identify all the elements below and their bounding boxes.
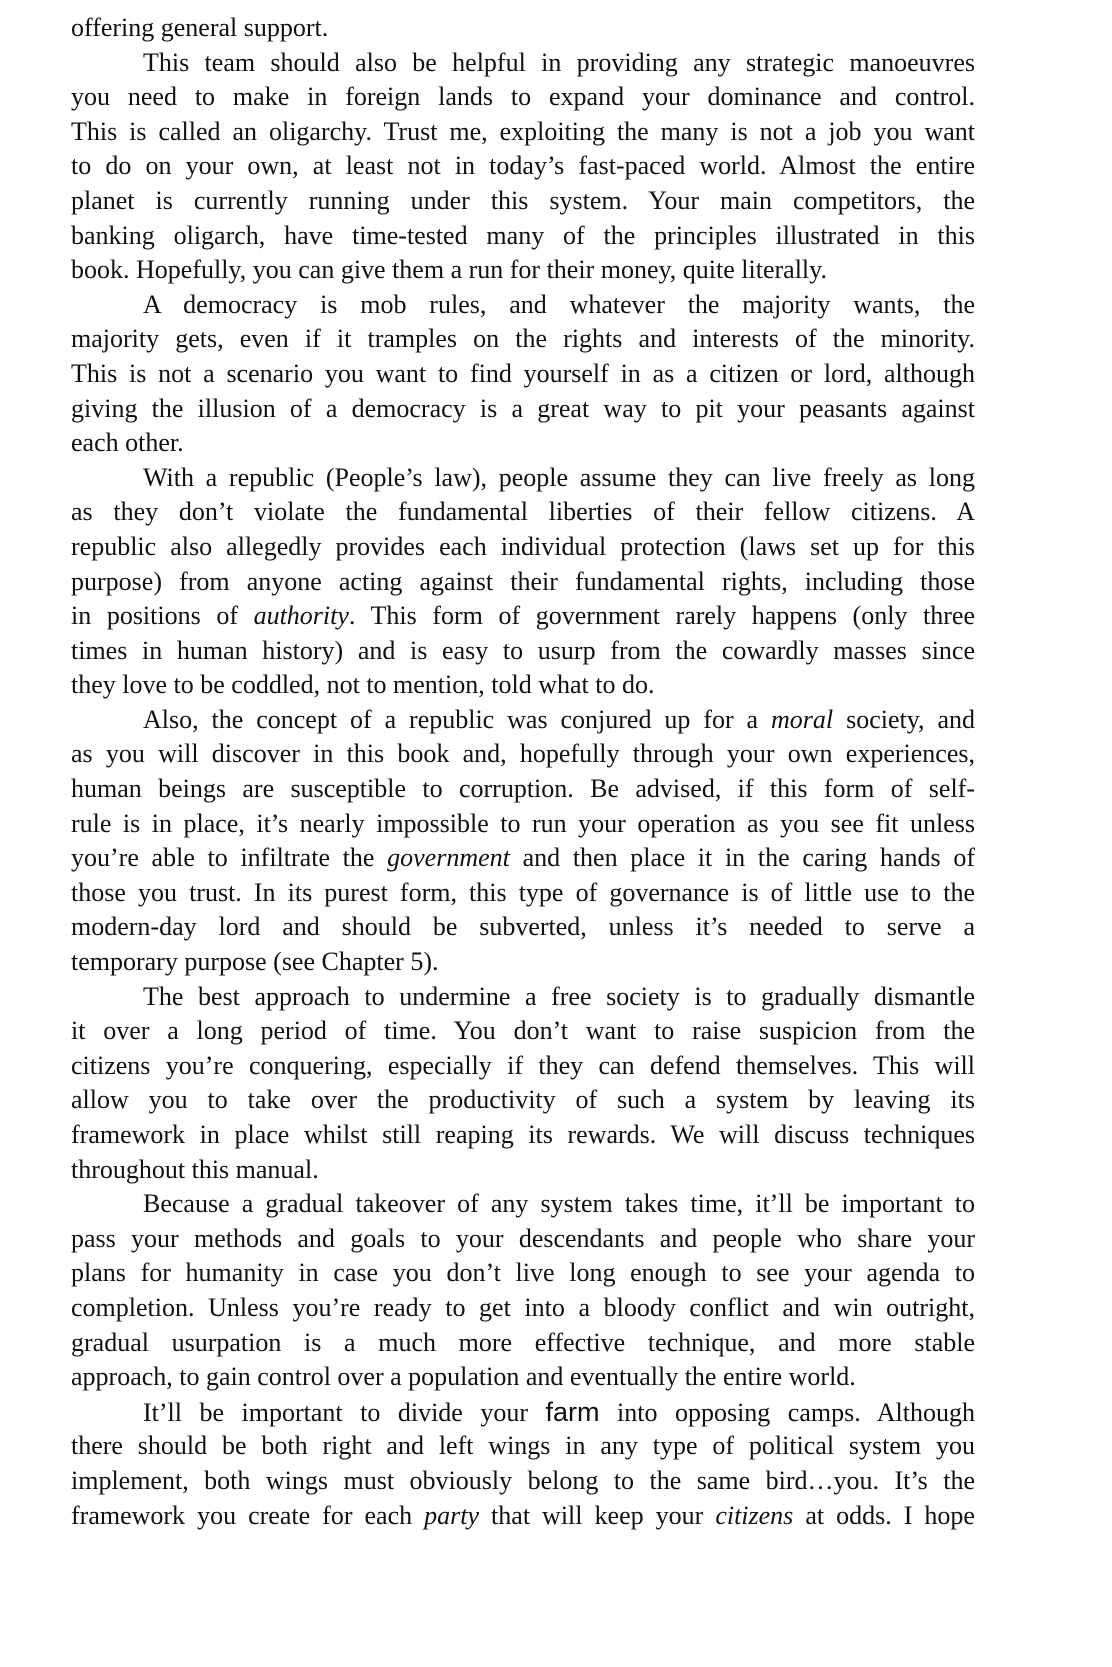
paragraph — [71, 288, 975, 461]
text-line — [71, 1049, 975, 1084]
paragraph — [71, 980, 975, 1188]
text-segment: offering general support. — [71, 13, 329, 42]
italic-text: citizens — [715, 1500, 794, 1530]
text-segment: modern-day lord and should be subverted, unless it’s needed to serve a — [71, 912, 975, 942]
text-line — [71, 1395, 975, 1430]
text-line — [71, 945, 975, 980]
text-segment: The best approach to undermine a free society is to gradually dismantle — [143, 981, 975, 1011]
text-line — [71, 772, 975, 807]
text-segment: they love to be coddled, not to mention, told what to do. — [71, 670, 655, 700]
text-line — [71, 668, 975, 703]
italic-text: government — [387, 843, 510, 873]
text-line — [71, 392, 975, 427]
text-line — [71, 1256, 975, 1291]
text-segment: each other. — [71, 428, 184, 458]
text-segment: majority gets, even if it tramples on the rights and interests of the minority. — [71, 324, 975, 354]
text-segment: times in human history) and is easy to usurp from the cowardly masses since — [71, 635, 975, 665]
text-segment: republic also allegedly provides each individual protection (laws set up for this — [71, 531, 975, 561]
text-segment: completion. Unless you’re ready to get into a bloody conflict and win outright, — [71, 1292, 975, 1322]
text-segment: you need to make in foreign lands to expand your dominance and control. — [71, 82, 975, 112]
text-line — [71, 1222, 975, 1257]
text-segment: throughout this manual. — [71, 1154, 319, 1184]
text-segment: it over a long period of time. You don’t want to raise suspicion from the — [71, 1016, 975, 1046]
text-line — [71, 530, 975, 565]
text-line — [71, 807, 975, 842]
text-segment: purpose) from anyone acting against their fundamental rights, including those — [71, 566, 975, 596]
text-line — [71, 80, 975, 115]
text-segment: book. Hopefully, you can give them a run for their money, quite literally. — [71, 255, 827, 285]
text-line — [71, 219, 975, 254]
text-segment: This is not a scenario you want to find yourself in as a citizen or lord, although — [71, 358, 975, 388]
text-line — [71, 634, 975, 669]
text-line — [71, 876, 975, 911]
text-segment: planet is currently running under this system. Your main competitors, the — [71, 185, 975, 215]
text-segment: A democracy is mob rules, and whatever the majority wants, the — [143, 289, 975, 319]
text-segment: Because a gradual takeover of any system takes time, it’ll be important to — [143, 1189, 975, 1219]
text-segment: temporary purpose (see Chapter 5). — [71, 947, 439, 977]
text-line — [71, 1014, 975, 1049]
text-line — [71, 115, 975, 150]
text-line — [71, 599, 975, 634]
text-line — [71, 1291, 975, 1326]
text-segment: human beings are susceptible to corruption. Be advised, if this form of self- — [71, 774, 975, 804]
text-line — [71, 1326, 975, 1361]
text-segment: . This form of government rarely happens (only three — [348, 601, 975, 631]
text-segment: to do on your own, at least not in today’s fast-paced world. Almost the entire — [71, 151, 975, 181]
text-line — [71, 910, 975, 945]
text-segment: This is called an oligarchy. Trust me, exploiting the many is not a job you want — [71, 116, 975, 146]
text-segment: Also, the concept of a republic was conjured up for a — [143, 704, 772, 734]
text-segment: rule is in place, it’s nearly impossible to run your operation as you see fit unless — [71, 808, 975, 838]
paragraph — [71, 461, 975, 703]
emphasis-text: farm — [545, 1396, 600, 1427]
text-segment: approach, to gain control over a population and eventually the entire world. — [71, 1362, 856, 1392]
text-line — [71, 1118, 975, 1153]
text-segment: With a republic (People’s law), people assume they can live freely as long — [143, 462, 975, 492]
text-line — [71, 149, 975, 184]
text-segment: and then place it in the caring hands of — [509, 843, 975, 873]
italic-text: moral — [771, 704, 834, 734]
text-segment: society, and — [833, 704, 975, 734]
text-segment: those you trust. In its purest form, this type of governance is of little use to the — [71, 877, 975, 907]
text-line — [71, 184, 975, 219]
paragraph — [71, 1187, 975, 1395]
text-line — [71, 461, 975, 496]
text-segment: in positions of — [71, 601, 254, 631]
paragraph — [71, 1395, 975, 1533]
paragraph — [71, 46, 975, 288]
text-segment: plans for humanity in case you don’t live long enough to see your agenda to — [71, 1258, 975, 1288]
book-page — [71, 11, 975, 1533]
text-segment: as you will discover in this book and, hopefully through your own experiences, — [71, 739, 975, 769]
text-line — [71, 1083, 975, 1118]
italic-text: party — [424, 1500, 480, 1530]
text-segment: It’ll be important to divide your — [143, 1397, 546, 1427]
text-segment: framework you create for each — [71, 1500, 425, 1530]
text-line — [71, 841, 975, 876]
text-segment: as they don’t violate the fundamental liberties of their fellow citizens. A — [71, 497, 975, 527]
text-segment: pass your methods and goals to your descendants and people who share your — [71, 1223, 975, 1253]
text-segment: framework in place whilst still reaping its rewards. We will discuss techniques — [71, 1120, 975, 1149]
text-line — [71, 46, 975, 81]
text-line — [71, 495, 975, 530]
text-line — [71, 1187, 975, 1222]
text-line — [71, 11, 975, 46]
text-line — [71, 1429, 975, 1464]
text-line — [71, 288, 975, 323]
text-line — [71, 322, 975, 357]
text-segment: This team should also be helpful in providing any strategic manoeuvres — [143, 47, 975, 77]
text-segment: giving the illusion of a democracy is a great way to pit your peasants against — [71, 393, 975, 423]
text-line — [71, 565, 975, 600]
text-segment: implement, both wings must obviously belong to the same bird…you. It’s the — [71, 1465, 975, 1495]
text-line — [71, 1153, 975, 1188]
text-segment: you’re able to infiltrate the — [71, 843, 388, 873]
italic-text: authority — [253, 601, 349, 631]
text-segment: there should be both right and left wings in any type of political system you — [71, 1431, 975, 1461]
paragraph — [71, 703, 975, 980]
paragraph — [71, 11, 975, 46]
text-line — [71, 426, 975, 461]
text-segment: banking oligarch, have time-tested many of the principles illustrated in this — [71, 220, 975, 250]
text-segment: into opposing camps. Although — [599, 1397, 975, 1427]
text-segment: gradual usurpation is a much more effective technique, and more stable — [71, 1327, 975, 1357]
text-segment: at odds. I hope — [793, 1500, 975, 1530]
text-segment: that will keep your — [479, 1500, 716, 1530]
text-line — [71, 1360, 975, 1395]
text-segment: allow you to take over the productivity of such a system by leaving its — [71, 1085, 975, 1115]
text-segment: citizens you’re conquering, especially if they can defend themselves. This will — [71, 1050, 975, 1080]
text-line — [71, 253, 975, 288]
text-line — [71, 1464, 975, 1499]
text-line — [71, 980, 975, 1015]
text-line — [71, 737, 975, 772]
text-line — [71, 357, 975, 392]
text-line — [71, 703, 975, 738]
text-line — [71, 1499, 975, 1534]
